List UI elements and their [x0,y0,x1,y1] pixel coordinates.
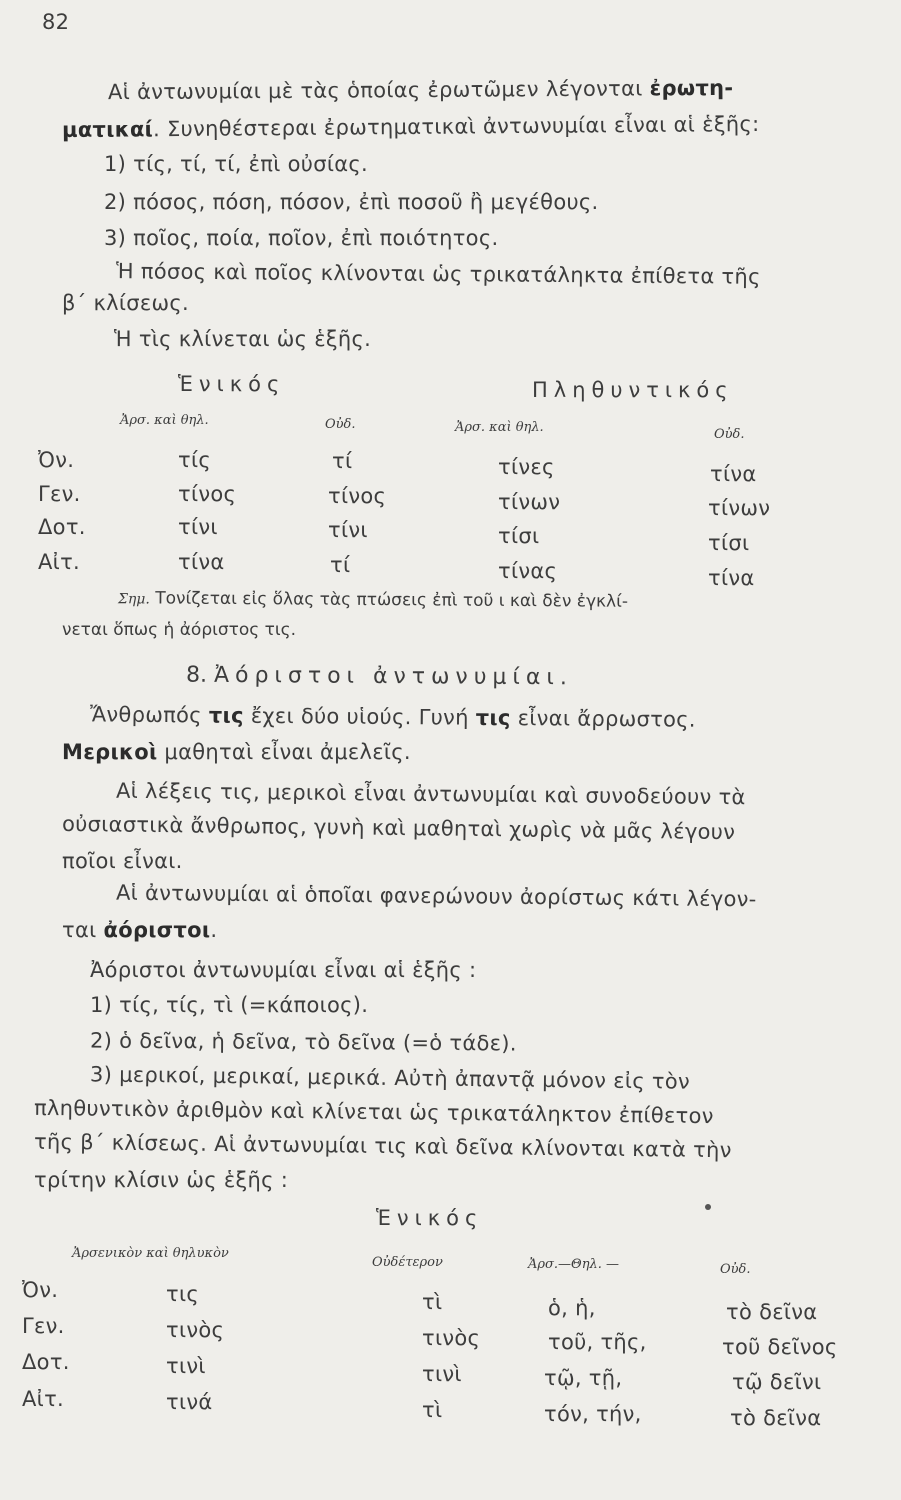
table-cell: τινὸς [166,1318,225,1342]
page-number: 82 [42,10,70,34]
case-label: Αἰτ. [22,1387,64,1411]
text: ἔχει δύο υἱούς. Γυνή [250,703,469,730]
case-label: Γεν. [38,482,81,506]
case-label: Δοτ. [38,515,86,539]
table-cell: τίνων [708,496,771,520]
case-label: Γεν. [22,1314,65,1338]
text: . Συνηθέστεραι ἐρωτηματικαὶ ἀντωνυμίαι εἶναι αἱ ἑξῆς: [152,111,760,142]
paragraph-line: τῆς β΄ κλίσεως. Αἱ ἀντωνυμίαι τις καὶ δεῖνα κλίνονται κατὰ τὴν [33,1129,732,1163]
text: εἶναι ἄρρωστος. [517,706,696,732]
note-label: Σημ. [117,591,150,608]
paragraph-line [62,918,217,942]
table-cell: τόν, τήν, [544,1402,642,1426]
paragraph-line: οὐσιαστικὰ ἄνθρωπος, γυνὴ καὶ μαθηταὶ χωρὶς νὰ μᾶς λέγουν [61,811,736,845]
paragraph-line [108,76,734,104]
bold-term: ἀόριστοι [103,918,211,942]
list-item: 2) ὁ δεῖνα, ἡ δεῖνα, τὸ δεῖνα (=ὁ τάδε). [89,1028,517,1056]
section-title: Ἀόριστοι ἀντωνυμίαι. [213,662,573,691]
table-cell: τινά [166,1390,213,1414]
case-label: Αἰτ. [38,550,80,574]
paragraph-line: Αἱ λέξεις τις, μερικοὶ εἶναι ἀντωνυμίαι καὶ συνοδεύουν τὰ [115,778,746,810]
table-cell: τῷ, τῇ, [544,1366,623,1390]
section-number: 8. [185,662,208,688]
table-cell: τῷ δεῖνι [732,1370,822,1394]
paragraph-line: τρίτην κλίσιν ὡς ἑξῆς : [34,1168,289,1192]
table-cell: τὸ δεῖνα [726,1300,818,1324]
table-heading-singular: Ἑνικός [376,1206,484,1230]
table-cell: τοῦ, τῆς, [548,1330,647,1354]
note-line: νεται ὅπως ἡ ἀόριστος τις. [62,620,297,640]
column-header: Ἀρσ.—Θηλ. — [528,1257,619,1272]
column-header: Οὐδ. [720,1262,751,1277]
column-header: Οὐδ. [325,417,356,432]
column-header: Ἀρσ. καὶ θηλ. [120,413,209,428]
text: Ἄνθρωπός [89,702,202,728]
table-cell: τὶ [422,1290,443,1314]
paragraph-line: Ἡ πόσος καὶ ποῖος κλίνονται ὡς τρικατάληκτα ἐπίθετα τῆς [115,259,761,289]
case-label: Ὀν. [38,448,75,472]
column-header: Ἀρσενικὸν καὶ θηλυκὸν [72,1246,229,1261]
list-item: 3) ποῖος, ποία, ποῖον, ἐπὶ ποιότητος. [104,226,499,250]
table-cell: τίνος [328,484,387,508]
table-cell: τίνας [498,559,558,583]
table-cell: τίσι [498,524,540,548]
column-header: Ἀρσ. καὶ θηλ. [455,420,544,435]
list-item: 2) πόσος, πόση, πόσον, ἐπὶ ποσοῦ ἢ μεγέθους. [104,190,599,214]
case-label: Ὀν. [22,1278,59,1302]
example-line [62,740,411,764]
table-heading-plural: Πληθυντικός [532,378,734,402]
table-cell: τίνων [498,490,561,514]
case-label: Δοτ. [22,1350,70,1374]
table-cell: τινὸς [422,1326,481,1350]
paragraph-line [62,112,760,142]
table-cell: τίνες [498,455,555,479]
text: Τονίζεται εἰς ὅλας τὰς πτώσεις ἐπὶ τοῦ ι καὶ δὲν ἐγκλί- [155,588,629,612]
paragraph-line: Ἀόριστοι ἀντωνυμίαι εἶναι αἱ ἑξῆς : [90,958,477,982]
text: Αἱ ἀντωνυμίαι μὲ τὰς ὁποίας ἐρωτῶμεν λέγονται [107,76,643,105]
table-cell: τὸ δεῖνα [730,1406,822,1430]
paragraph-line: β΄ κλίσεως. [62,291,190,315]
table-cell: τινὶ [422,1362,462,1386]
table-cell: ὁ, ἡ, [548,1296,596,1320]
paragraph-line: Αἱ ἀντωνυμίαι αἱ ὁποῖαι φανερώνουν ἀορίστως κάτι λέγον- [115,880,757,912]
bold-term: τις [475,705,511,731]
table-cell: τίνος [178,482,237,506]
ink-dot [705,1204,711,1210]
table-cell: τίνι [328,518,368,542]
table-cell: τί [332,449,353,473]
table-cell: τίς [178,448,211,472]
table-cell: τις [166,1282,199,1306]
text: μαθηταὶ εἶναι ἀμελεῖς. [164,740,411,764]
table-cell: τίνα [708,566,755,590]
paragraph-line: Ἡ τὶς κλίνεται ὡς ἑξῆς. [114,327,372,351]
bold-term: ἐρωτη- [649,75,734,101]
table-cell: τίνα [710,462,757,486]
text: . [210,918,218,942]
table-cell: τί [330,553,351,577]
table-cell: τίνι [178,515,218,539]
table-cell: τίσι [708,531,750,555]
table-cell: τοῦ δεῖνος [722,1335,838,1359]
list-item: 1) τίς, τί, τί, ἐπὶ οὐσίας. [104,152,368,176]
list-item: 1) τίς, τίς, τὶ (=κάποιος). [90,993,369,1017]
note-line [118,588,628,612]
paragraph-line: πληθυντικὸν ἀριθμὸν καὶ κλίνεται ὡς τρικατάληκτον ἐπίθετον [33,1095,714,1129]
bold-term: ματικαί [61,117,154,143]
bold-term: Μερικοὶ [62,740,158,764]
section-heading [186,663,573,691]
paragraph-line: ποῖοι εἶναι. [62,849,183,873]
example-line [90,702,696,731]
column-header: Οὐδέτερον [372,1255,443,1270]
table-cell: τὶ [422,1398,443,1422]
text: ται [62,918,97,942]
bold-term: τις [208,703,244,728]
table-cell: τίνα [178,550,225,574]
paragraph-line: 3) μερικοί, μερικαί, μερικά. Αὐτὴ ἀπαντᾷ μόνον εἰς τὸν [89,1062,691,1094]
table-cell: τινὶ [166,1354,206,1378]
table-heading-singular: Ἑνικός [178,372,286,396]
column-header: Οὐδ. [714,427,745,442]
